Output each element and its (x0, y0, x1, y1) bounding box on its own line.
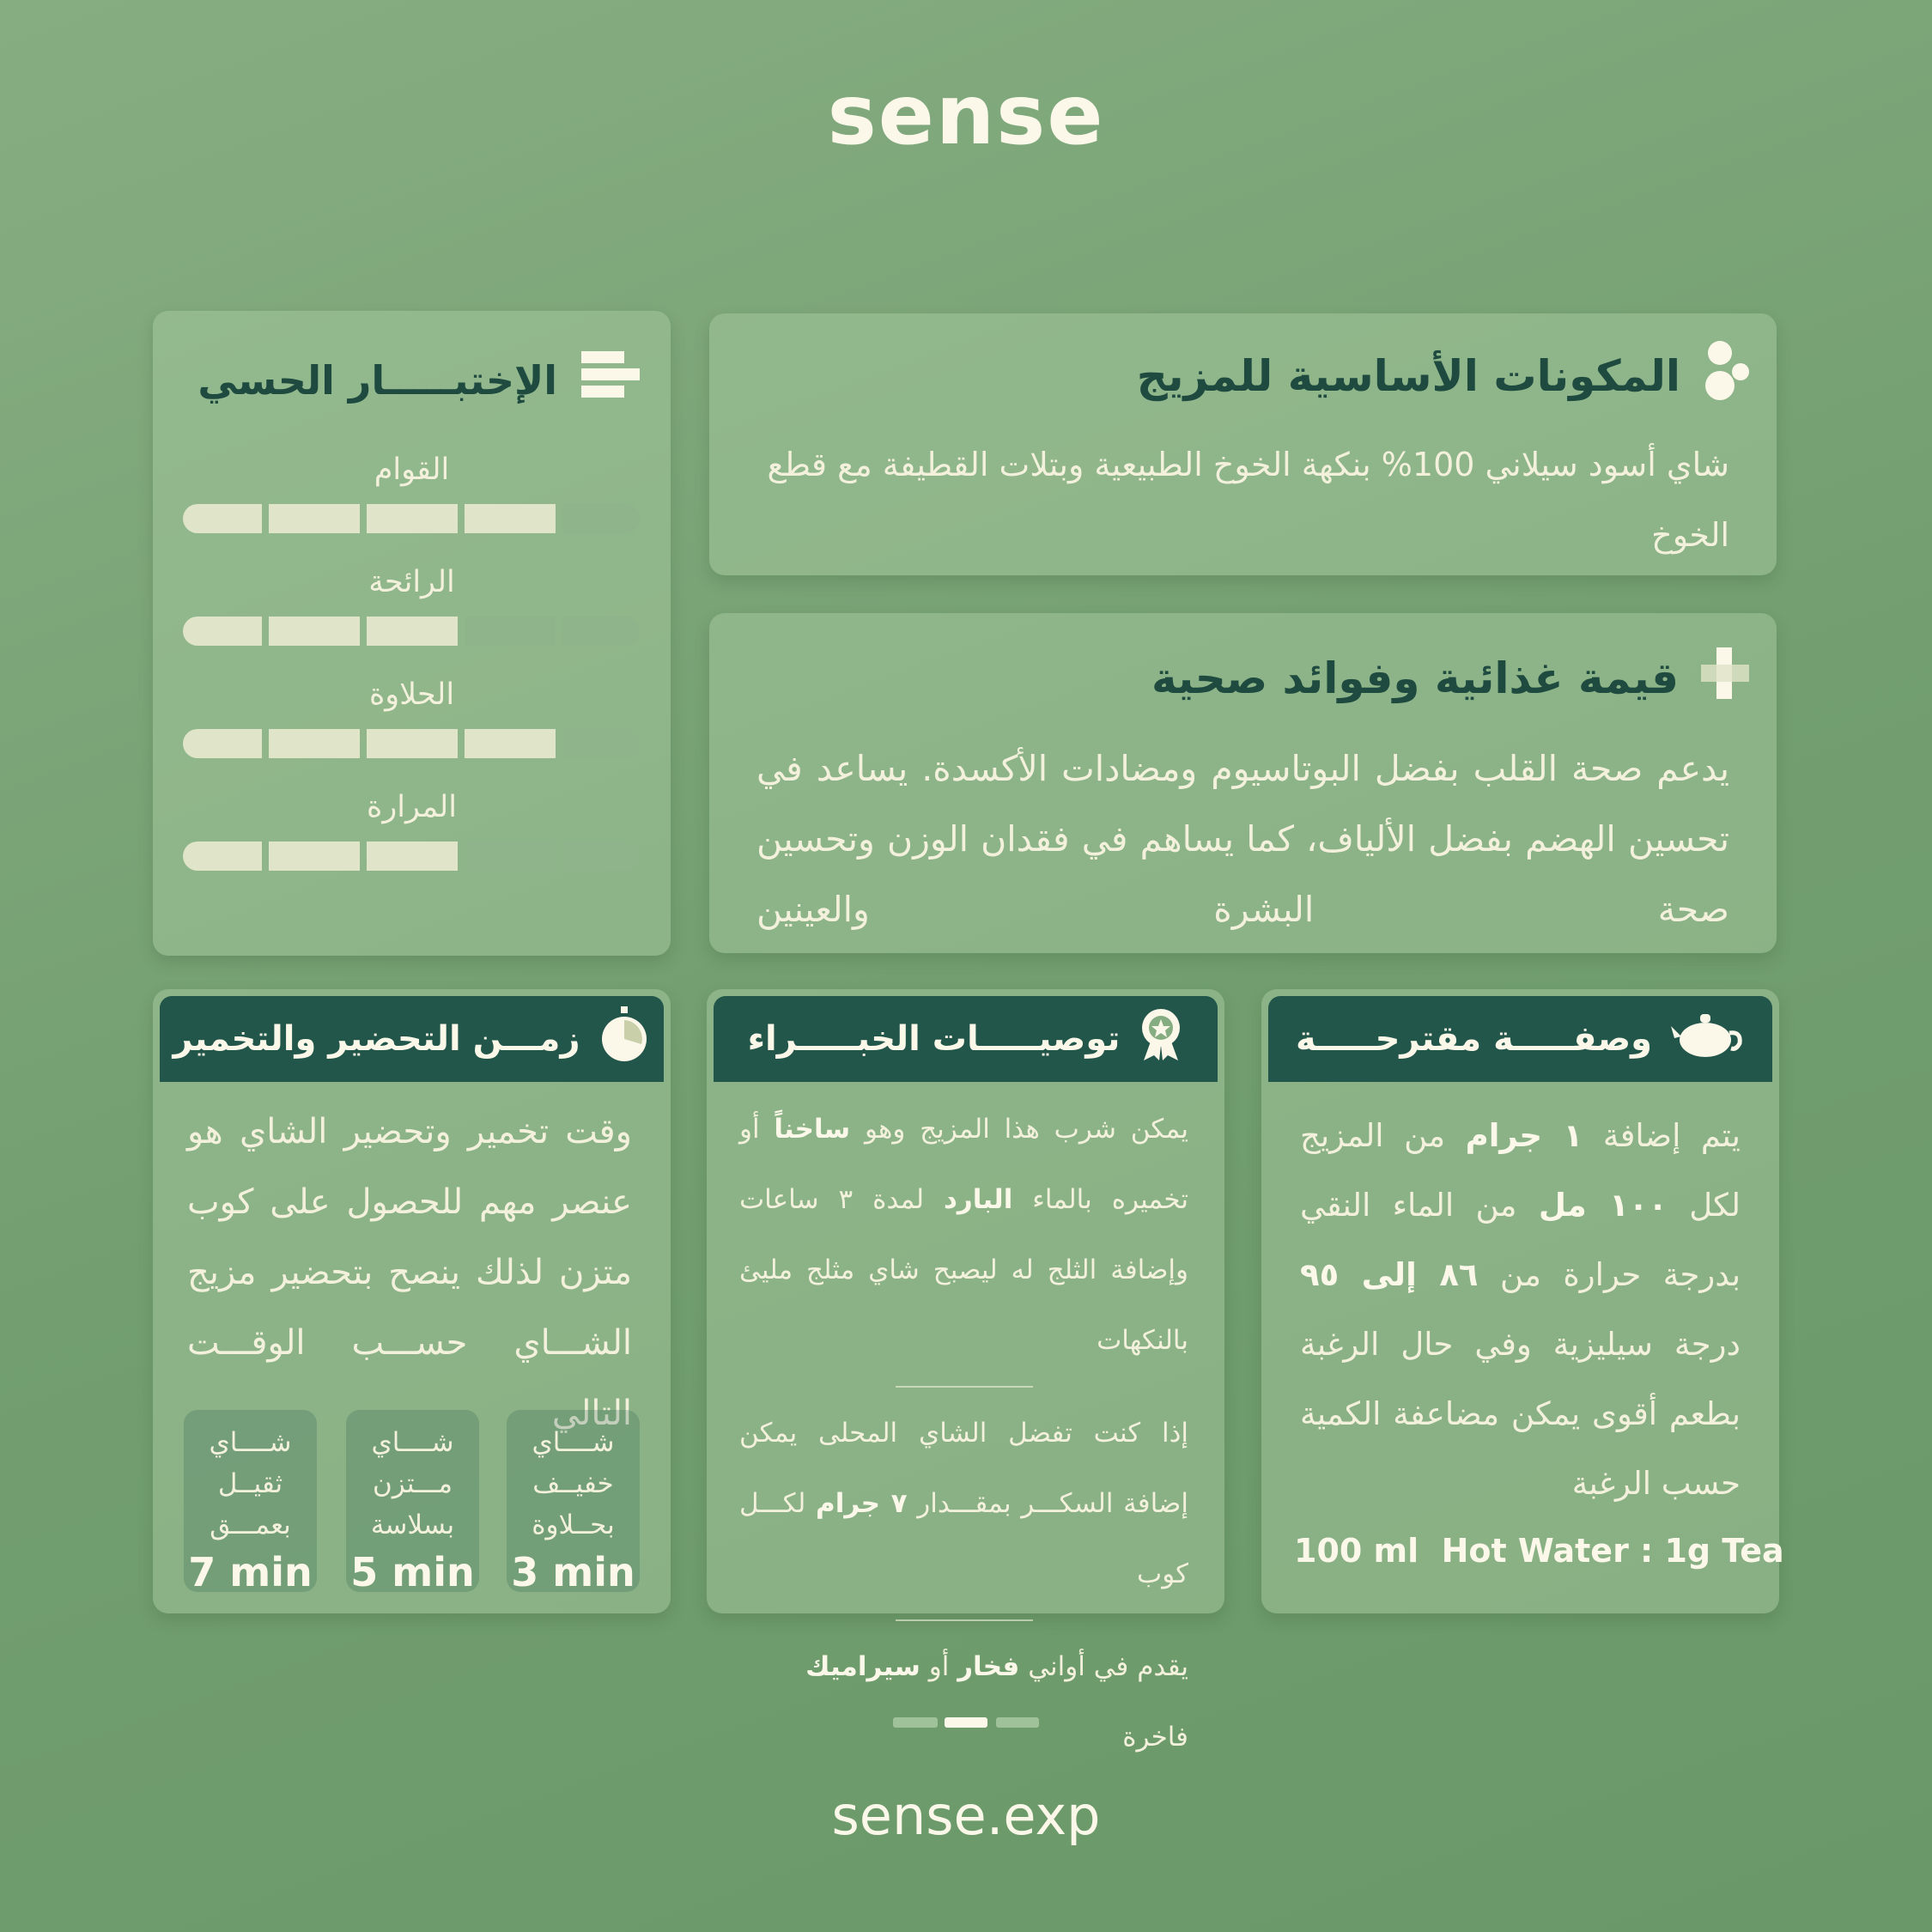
sensory-item-label: الحلاوة (368, 677, 455, 712)
nutrition-card (709, 613, 1777, 953)
experts-text-part: فاخرة (1122, 1722, 1188, 1753)
ingredients-card (709, 313, 1777, 575)
dots-icon (1701, 339, 1751, 413)
experts-text-part: لمدة ٣ ساعات وإضافة الثلج له ليصبح شاي مثلج مليئ بالنكهات (739, 1184, 1188, 1356)
ingredients-title: المكونات الأساسية للمزيج (1136, 351, 1680, 401)
rating-segment-filled (465, 504, 556, 533)
experts-text-part: يقدم في أواني (1019, 1651, 1188, 1682)
brewing-text: وقت تخمير وتحضير الشاي هو عنصر مهم للحصول على كوب متزن لذلك ينصح بتحضير مزيج الشـــاي حســـب الوقـــت التالي (187, 1112, 632, 1433)
sensory-rating-bar (183, 617, 641, 646)
experts-hot: ساخناً (774, 1114, 851, 1145)
brew-option-label: شــــاي ثقيــل بعمـــق (209, 1427, 292, 1540)
rating-segment-filled (367, 841, 458, 871)
sensory-item (183, 565, 641, 646)
rating-segment-filled (367, 729, 458, 758)
sensory-title: الإختبـــــار الحسي (197, 356, 557, 404)
recipe-card (1261, 989, 1784, 1613)
rating-segment-empty (562, 841, 640, 871)
recipe-text (1300, 1101, 1741, 1518)
sensory-item (183, 677, 641, 758)
experts-text-part: لكـــل كوب (739, 1488, 1188, 1589)
teapot-icon (1671, 1009, 1745, 1069)
award-icon (1139, 1007, 1183, 1071)
rating-segment-filled (183, 729, 262, 758)
rating-segment-filled (183, 504, 262, 533)
recipe-ratio: 100 ml Hot Water : 1g Tea (1294, 1532, 1784, 1570)
stopwatch-icon (598, 1006, 650, 1072)
ingredients-title-row (1137, 339, 1751, 413)
rating-segment-filled (269, 841, 360, 871)
brew-option-time: 3 min (511, 1549, 635, 1595)
ingredients-text: شاي أسود سيلاني 100% بنكهة الخوخ الطبيعية وبتلات القطيفة مع قطع الخوخ (767, 446, 1729, 554)
rating-segment-empty (562, 617, 640, 646)
experts-cold: البارد (944, 1184, 1013, 1215)
experts-ceramic: سيراميك (805, 1651, 920, 1682)
brew-option-balanced (346, 1410, 479, 1595)
rating-segment-empty (562, 504, 640, 533)
nutrition-title: قيمة غذائية وفوائد صحية (1151, 653, 1679, 703)
rating-segment-empty (465, 841, 556, 871)
brew-option-label: شــــاي مـــتزن بسلاسة (370, 1427, 455, 1540)
sensory-item-label: القوام (374, 453, 450, 487)
plus-icon (1699, 646, 1751, 711)
recipe-ml: ١٠٠ مل (1538, 1187, 1668, 1224)
rating-segment-filled (183, 617, 262, 646)
experts-text-part: إذا كنت تفضل الشاي المحلى يمكن إضافة السكـــر بمقـــدار (739, 1418, 1188, 1519)
brew-option-strong (184, 1410, 317, 1595)
brand-logo: sense (827, 67, 1105, 163)
page-indicator-1[interactable] (893, 1717, 938, 1728)
experts-title: توصيـــــات الخبـــــراء (747, 1019, 1121, 1059)
rating-segment-filled (183, 841, 262, 871)
brew-option-time: 7 min (188, 1549, 313, 1595)
sensory-item-label: الرائحة (368, 565, 455, 599)
experts-text-part: يمكن شرب هذا المزيج وهو (850, 1114, 1188, 1145)
sensory-title-row (197, 349, 641, 410)
sensory-item-label: المرارة (367, 790, 457, 824)
sensory-rating-bar (183, 841, 641, 871)
experts-body (739, 1094, 1188, 1772)
divider (896, 1619, 1033, 1621)
recipe-grams: ١ جرام (1465, 1117, 1583, 1154)
experts-paragraph-2 (739, 1398, 1188, 1609)
page-indicator-3[interactable] (996, 1717, 1039, 1728)
recipe-title: وصفـــــة مقترحـــــة (1295, 1019, 1653, 1059)
brewing-title: زمـــن التحضير والتخمير (173, 1019, 580, 1059)
rating-segment-filled (367, 504, 458, 533)
sensory-rating-bar (183, 504, 641, 533)
divider (896, 1386, 1033, 1388)
experts-clay: فخار (957, 1651, 1020, 1682)
recipe-temperature: ٨٦ إلى ٩٥ (1300, 1256, 1479, 1293)
brew-option-label: شــــاي خفيــف بحــلاوة (532, 1427, 615, 1540)
brewing-header (160, 996, 664, 1082)
sensory-item (183, 790, 641, 871)
rating-segment-filled (367, 617, 458, 646)
rating-segment-filled (465, 729, 556, 758)
recipe-text-part: يتم إضافة (1583, 1117, 1741, 1154)
recipe-text-part: من الماء النقي بدرجة حرارة من (1300, 1187, 1741, 1293)
nutrition-text: يدعم صحة القلب بفضل البوتاسيوم ومضادات الأكسدة. يساعد في تحسين الهضم بفضل الألياف، كما يساهم في فقدان الوزن وتحسين صحة البشرة والعينين (756, 748, 1729, 930)
nutrition-title-row (1151, 646, 1751, 711)
bars-icon (578, 349, 641, 410)
experts-paragraph-3 (739, 1631, 1188, 1772)
sensory-list (183, 453, 641, 902)
experts-card (707, 989, 1224, 1753)
recipe-text-part: درجة سيليزية وفي حال الرغبة بطعم أقوى يمكن مضاعفة الكمية حسب الرغبة (1300, 1326, 1741, 1502)
brew-option-time: 5 min (350, 1549, 475, 1595)
sensory-card (153, 311, 671, 956)
footer-handle: sense.exp (831, 1784, 1101, 1847)
recipe-text-part: من المزيج لكل (1300, 1117, 1741, 1224)
brew-option-light (507, 1410, 640, 1595)
sensory-item (183, 453, 641, 533)
rating-segment-filled (269, 729, 360, 758)
rating-segment-empty (562, 729, 640, 758)
page-indicator-2[interactable] (945, 1717, 987, 1728)
rating-segment-filled (269, 617, 360, 646)
rating-segment-empty (465, 617, 556, 646)
experts-sugar: ٧ جرام (816, 1488, 908, 1519)
experts-text-part: أو (920, 1651, 958, 1682)
sensory-rating-bar (183, 729, 641, 758)
experts-header (714, 996, 1218, 1082)
rating-segment-filled (269, 504, 360, 533)
experts-text-part: أو تخميره بالماء (739, 1114, 1188, 1215)
experts-paragraph-1 (739, 1094, 1188, 1376)
recipe-header (1268, 996, 1772, 1082)
